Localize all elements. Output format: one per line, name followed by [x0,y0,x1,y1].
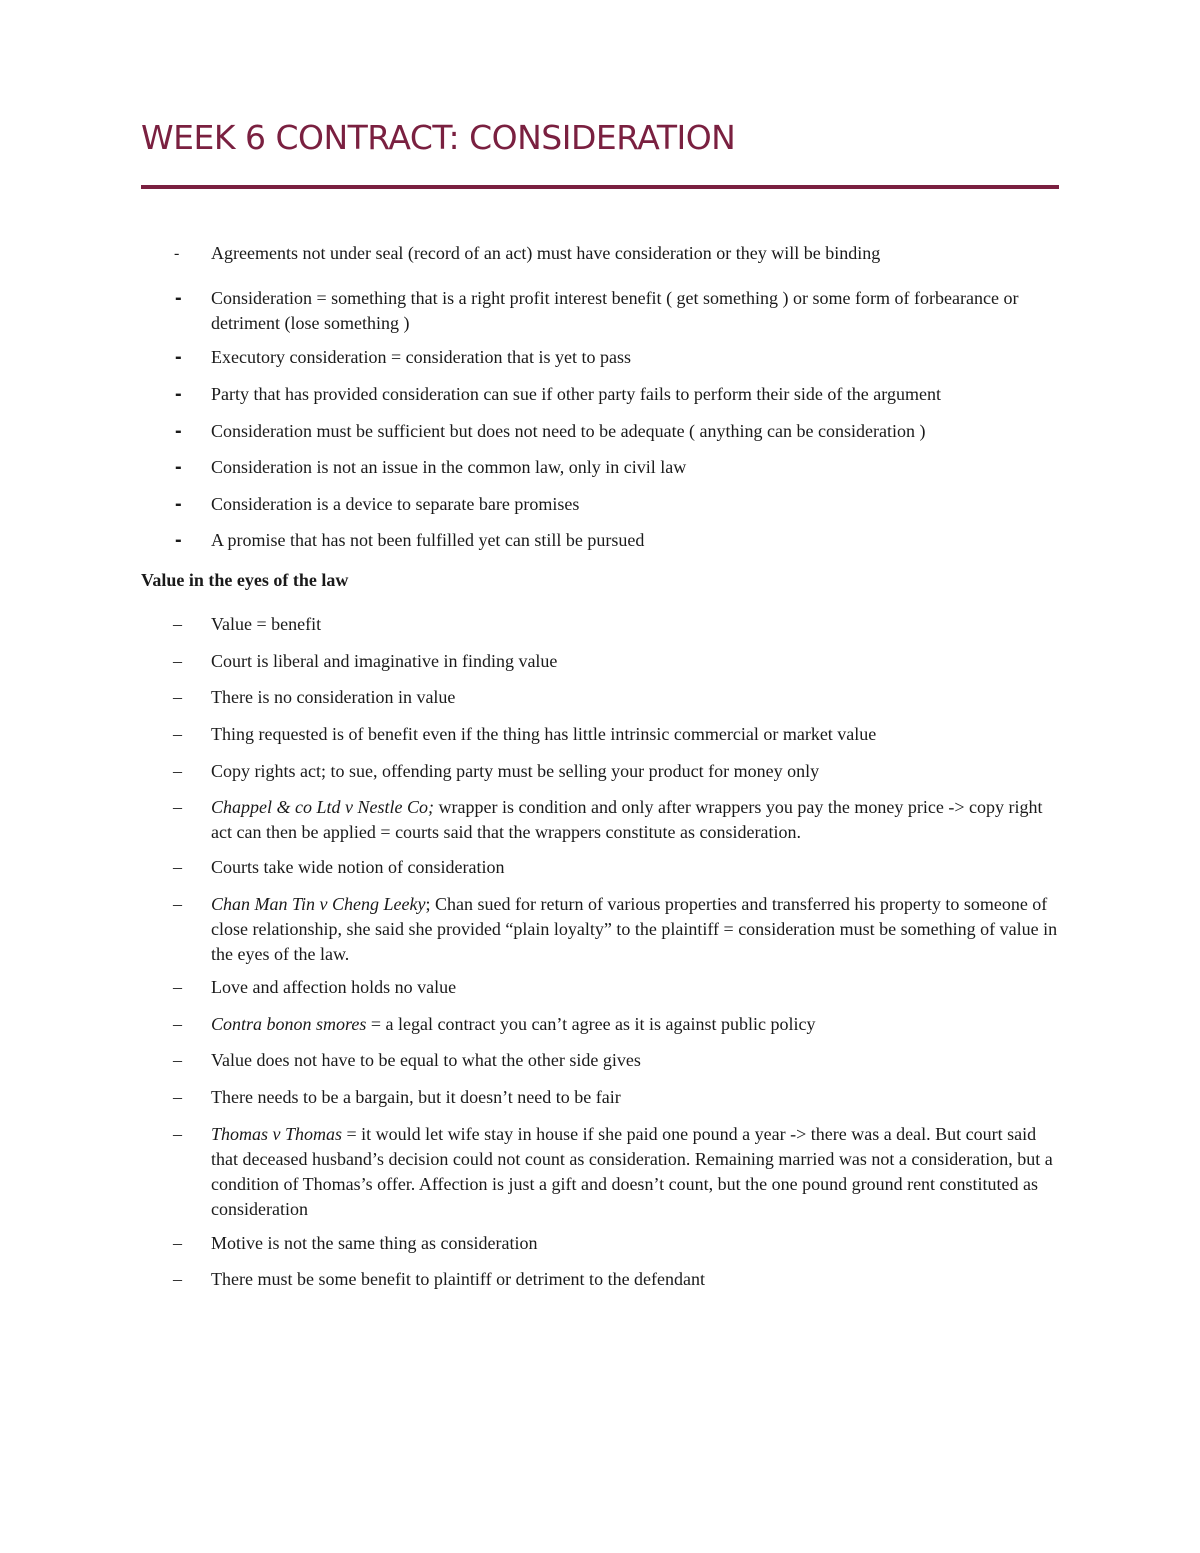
list-item-text [211,1012,1066,1037]
list-item-body: = it would let wife stay in house if she paid one pound a year -> there was a deal. But court said that deceased husband’s decision could not count as consideration. Remaining married was not a consideration, but a condition of Thomas’s offer. Affection is just a gift and doesn’t count, but the one pound ground rent constituted as consideration [211,1124,1053,1219]
list-item-text: Consideration = something that is a right profit interest benefit ( get something ) or some form of forbearance or detriment (lose something ) [211,288,1019,333]
list-item-text: Consideration must be sufficient but does not need to be adequate ( anything can be consideration ) [211,421,926,441]
bullet-dash: - [175,287,182,309]
list-item-text [211,685,1066,710]
list-item-text: Party that has provided consideration can sue if other party fails to perform their side of the argument [211,384,941,404]
list-item-text [211,975,1066,1000]
case-name: Chappel & co Ltd v Nestle Co; [211,797,434,817]
bullet-dash: - [175,346,182,368]
bullet-dash: – [173,797,182,817]
list-item-body: There must be some benefit to plaintiff or detriment to the defendant [211,1269,706,1289]
list-item-text [211,892,1066,967]
bullet-dash: – [173,1269,182,1289]
bullet-dash: – [173,614,182,634]
bullet-dash: – [173,1050,182,1070]
list-item-text [211,759,1066,784]
list-item-text [211,855,1066,880]
bullet-dash: – [173,1014,182,1034]
bullet-dash: – [173,857,182,877]
list-item-text [211,1231,1066,1256]
bullet-dash: – [173,1233,182,1253]
list-item-text [211,1048,1066,1073]
list-item-body: Thing requested is of benefit even if the thing has little intrinsic commercial or market value [211,724,877,744]
bullet-dash: - [175,456,182,478]
section-heading: Value in the eyes of the law [141,570,349,590]
list-item-text [211,612,1066,637]
list-item-text: Consideration is not an issue in the common law, only in civil law [211,457,687,477]
bullet-dash: – [173,761,182,781]
title-divider [141,185,1059,189]
bullet-dash: – [173,1124,182,1144]
list-item-body: Court is liberal and imaginative in finding value [211,651,558,671]
list-item-body: wrapper is condition and only after wrappers you pay the money price -> copy right act can then be applied = courts said that the wrappers constitute as consideration. [211,797,1043,842]
list-item-text [211,1085,1066,1110]
list-item-text [211,649,1066,674]
bullet-dash: – [173,894,182,914]
bullet-dash: - [175,420,182,442]
case-name: Contra bonon smores [211,1014,367,1034]
bullet-dash: – [173,651,182,671]
case-name: Chan Man Tin v Cheng Leeky [211,894,426,914]
list-item-text [211,722,1066,747]
list-item-body: Love and affection holds no value [211,977,457,997]
list-item-text: Executory consideration = consideration that is yet to pass [211,347,632,367]
bullet-dash: - [175,529,182,551]
list-item-body: Courts take wide notion of consideration [211,857,505,877]
list-item-body: ; Chan sued for return of various properties and transferred his property to someone of close relationship, she said she provided “plain loyalty” to the plaintiff = consideration must be something of value in the eyes of the law. [211,894,1058,964]
bullet-dash: - [175,493,182,515]
page-title: WEEK 6 CONTRACT: CONSIDERATION [141,118,736,157]
bullet-dash: – [173,687,182,707]
bullet-dash: - [175,383,182,405]
list-item-text: Agreements not under seal (record of an act) must have consideration or they will be binding [211,243,881,263]
list-item-text [211,795,1066,845]
list-item-body: = a legal contract you can’t agree as it is against public policy [366,1014,816,1034]
list-item-body: Motive is not the same thing as consideration [211,1233,538,1253]
list-item-text: A promise that has not been fulfilled yet can still be pursued [211,530,645,550]
bullet-dash: - [174,245,180,262]
list-item-body: There is no consideration in value [211,687,456,707]
bullet-dash: – [173,977,182,997]
list-item-body: Copy rights act; to sue, offending party must be selling your product for money only [211,761,820,781]
list-item-text: Consideration is a device to separate bare promises [211,494,580,514]
list-item-text [211,1122,1066,1222]
bullet-dash: – [173,1087,182,1107]
list-item-body: Value = benefit [211,614,322,634]
bullet-dash: – [173,724,182,744]
case-name: Thomas v Thomas [211,1124,343,1144]
list-item-body: Value does not have to be equal to what the other side gives [211,1050,641,1070]
list-item-text [211,1267,1066,1292]
list-item-body: There needs to be a bargain, but it doesn’t need to be fair [211,1087,621,1107]
